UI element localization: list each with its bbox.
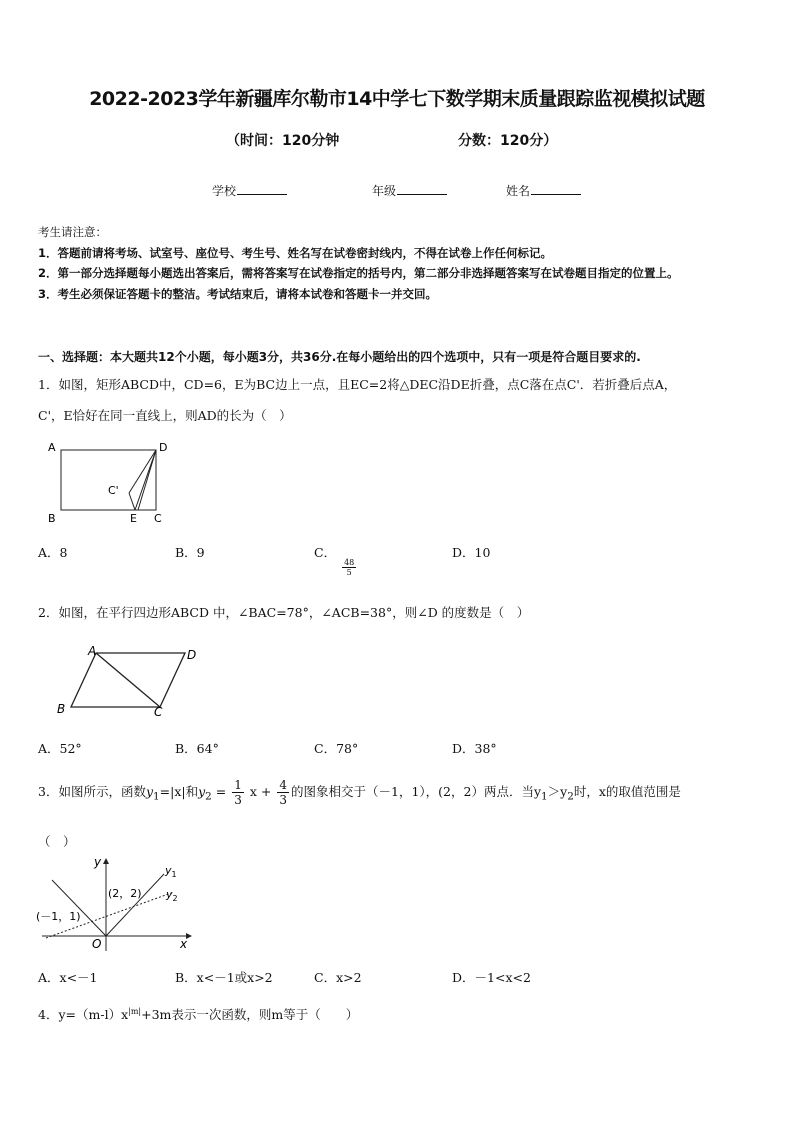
q3-cmp: ＞y [547, 784, 568, 799]
q1-option-a[interactable]: A．8 [38, 545, 68, 560]
label-b: B [48, 512, 56, 525]
q3-option-b[interactable]: B．x<－1或x>2 [175, 970, 273, 985]
q3-option-a[interactable]: A．x<－1 [38, 970, 98, 985]
q3-suffix2: 时，x的取值范围是 [573, 784, 681, 799]
school-blank[interactable] [237, 182, 287, 195]
figure-function-graph [34, 856, 194, 952]
q1-option-c-label: C． [314, 545, 337, 560]
graph-y1-left [52, 880, 106, 936]
notice-item: 1．答题前请将考场、试室号、座位号、考生号、姓名写在试卷密封线内，不得在试卷上作任何标记。 [38, 245, 552, 260]
q3-xplus: x + [249, 784, 272, 799]
curve-label-y1-main: y [165, 864, 172, 877]
school-field [212, 182, 287, 199]
name-label: 姓名 [506, 184, 531, 198]
name-field [506, 182, 581, 199]
x-axis-label: x [180, 937, 188, 951]
q3-y1-sub: 1 [153, 790, 160, 803]
point-label-minus1-1: (－1，1) [36, 910, 81, 923]
label-d: D [187, 648, 197, 662]
q3-cmp-sub2: 2 [567, 790, 574, 803]
q3-y1: y [145, 784, 154, 799]
label-b: B [57, 702, 66, 716]
diagonal-ac [96, 653, 160, 707]
school-label: 学校 [212, 184, 237, 198]
q2-option-a[interactable]: A．52° [38, 741, 82, 756]
q3-suffix: 的图象相交于（－1，1），(2，2）两点．当y [291, 784, 542, 799]
q2-option-c[interactable]: C．78° [314, 741, 359, 756]
q3-eq2: = [215, 784, 227, 799]
segment-dc-prime [129, 450, 156, 493]
q3-prefix: 3．如图所示，函数 [38, 784, 146, 799]
curve-label-y2-sub: 2 [172, 894, 178, 903]
segment-c-prime-e [129, 493, 135, 510]
grade-label: 年级 [372, 184, 397, 198]
q1-option-c-fraction [342, 558, 356, 577]
rectangle-abcd [61, 450, 156, 510]
fraction-denominator: 3 [279, 793, 287, 807]
q2-option-d[interactable]: D．38° [452, 741, 497, 756]
label-d: D [159, 441, 168, 454]
q3-fraction-2 [277, 778, 289, 807]
q3-eq1: =|x|和 [159, 784, 199, 799]
grade-field [372, 182, 447, 199]
origin-label: O [92, 937, 102, 951]
question-1-line2: C'，E恰好在同一直线上，则AD的长为（ ） [38, 408, 292, 423]
figure-parallelogram [52, 642, 212, 718]
segment-dc-fold [138, 450, 156, 510]
label-a: A [48, 441, 56, 454]
q4-exponent: |m| [128, 1006, 142, 1016]
notice-item: 2．第一部分选择题每小题选出答案后，需将答案写在试卷指定的括号内，第二部分非选择题答案写在试卷题目指定的位置上。 [38, 266, 679, 280]
fraction-numerator: 4 [279, 778, 287, 792]
q1-option-c[interactable] [314, 543, 358, 577]
name-blank[interactable] [531, 182, 581, 195]
q2-option-b[interactable]: B．64° [175, 741, 219, 756]
exam-score: 分数：120分） [458, 133, 558, 149]
question-4-text [38, 1005, 763, 1023]
label-e: E [130, 512, 137, 525]
q3-y2-sub: 2 [205, 790, 212, 803]
question-3-paren: （ ） [38, 834, 76, 849]
question-2-text: 2．如图，在平行四边形ABCD 中，∠BAC=78°，∠ACB=38°，则∠D 的度数是（ ） [38, 605, 530, 620]
fraction-denominator: 3 [234, 793, 242, 807]
page-title: 2022-2023学年新疆库尔勒市14中学七下数学期末质量跟踪监视模拟试题 [89, 88, 705, 110]
q3-option-c[interactable]: C．x>2 [314, 970, 362, 985]
q3-option-d[interactable]: D．－1<x<2 [452, 970, 531, 985]
curve-label-y1 [164, 864, 177, 879]
label-c: C [154, 512, 162, 525]
q3-cmp-sub1: 1 [541, 790, 548, 803]
q3-fraction-1 [232, 778, 244, 807]
notice-block [38, 222, 758, 304]
y-axis-label: y [94, 856, 102, 869]
y-axis-arrow-icon [103, 858, 109, 864]
fraction-denominator: 5 [346, 568, 352, 577]
q1-option-d[interactable]: D．10 [452, 545, 491, 560]
q4-expression: 4．y=（m-l）x [38, 1007, 129, 1022]
question-3-text [38, 778, 763, 807]
exam-time: （时间：120分钟 [226, 133, 340, 149]
grade-blank[interactable] [397, 182, 447, 195]
section-heading: 一、选择题：本大题共12个小题，每小题3分，共36分.在每小题给出的四个选项中，只有一项是符合题目要求的. [38, 350, 641, 364]
q1-option-b[interactable]: B．9 [175, 545, 205, 560]
notice-item: 3．考生必须保证答题卡的整洁。考试结束后，请将本试卷和答题卡一并交回。 [38, 286, 437, 301]
point-label-2-2: (2，2) [108, 887, 142, 900]
curve-label-y2-main: y [166, 888, 173, 901]
fraction-numerator: 48 [344, 558, 355, 567]
figure-rectangle [40, 437, 180, 529]
label-a: A [88, 644, 97, 658]
graph-y1-right [106, 874, 164, 936]
curve-label-y1-sub: 1 [171, 870, 177, 879]
curve-label-y2 [165, 888, 178, 903]
q4-rest: +3m表示一次函数，则m等于（ ） [141, 1007, 359, 1022]
notice-heading: 考生请注意： [38, 225, 107, 239]
question-1-line1: 1．如图，矩形ABCD中，CD=6，E为BC边上一点，且EC=2将△DEC沿DE折叠，点C落在点C'．若折叠后点A， [38, 377, 677, 392]
fraction-numerator: 1 [234, 778, 242, 792]
label-c-prime: C' [108, 484, 119, 497]
label-c: C [154, 705, 163, 718]
q3-y2: y [198, 784, 206, 799]
